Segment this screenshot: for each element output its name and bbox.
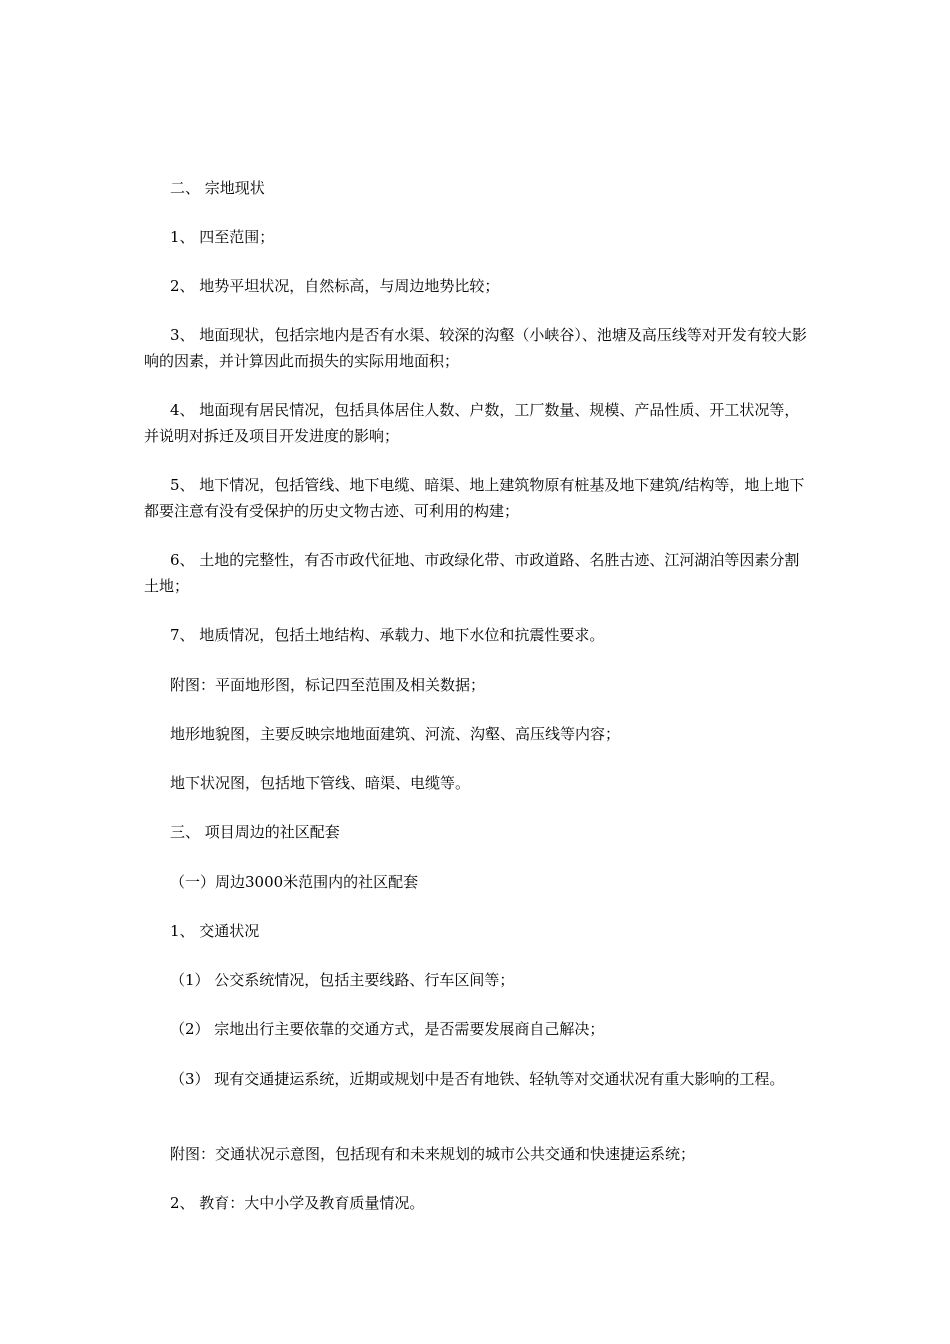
list-item-surface-status: 3、 地面现状，包括宗地内是否有水渠、较深的沟壑（小峡谷）、池塘及高压线等对开发有较大影响的因素，并计算因此而损失的实际用地面积； [144,326,807,370]
list-item-traffic: 1、 交通状况 [170,922,260,940]
list-item-travel-mode: （2） 宗地出行主要依靠的交通方式，是否需要发展商自己解决； [170,1020,605,1038]
list-item-terrain: 2、 地势平坦状况，自然标高，与周边地势比较； [170,277,500,295]
list-item-rapid-transit: （3） 现有交通捷运系统，近期或规划中是否有地铁、轻轨等对交通状况有重大影响的工程。 [170,1070,785,1088]
subsection-heading-3000m: （一）周边3000米范围内的社区配套 [170,873,419,891]
list-item-underground: 5、 地下情况，包括管线、地下电缆、暗渠、地上建筑物原有桩基及地下建筑/结构等，地上地下都要注意有没有受保护的历史文物古迹、可利用的构建； [144,476,805,520]
appendix-topography-map: 地形地貌图，主要反映宗地地面建筑、河流、沟壑、高压线等内容； [170,725,621,743]
list-item-bus-system: （1） 公交系统情况，包括主要线路、行车区间等； [170,971,515,989]
list-item-boundaries: 1、 四至范围； [170,228,275,246]
section-heading-site-status: 二、 宗地现状 [170,179,265,197]
section-heading-community: 三、 项目周边的社区配套 [170,823,340,841]
appendix-traffic-map: 附图：交通状况示意图，包括现有和未来规划的城市公共交通和快速捷运系统； [170,1145,696,1163]
appendix-underground-map: 地下状况图，包括地下管线、暗渠、电缆等。 [170,774,471,792]
appendix-plan-map: 附图：平面地形图，标记四至范围及相关数据； [170,676,486,694]
list-item-residents: 4、 地面现有居民情况，包括具体居住人数、户数，工厂数量、规模、产品性质、开工状况等，并说明对拆迁及项目开发进度的影响； [144,401,800,445]
list-item-education: 2、 教育：大中小学及教育质量情况。 [170,1194,425,1212]
list-item-geology: 7、 地质情况，包括土地结构、承载力、地下水位和抗震性要求。 [170,626,605,644]
list-item-land-integrity: 6、 土地的完整性，有否市政代征地、市政绿化带、市政道路、名胜古迹、江河湖泊等因素分割土地； [144,551,800,595]
